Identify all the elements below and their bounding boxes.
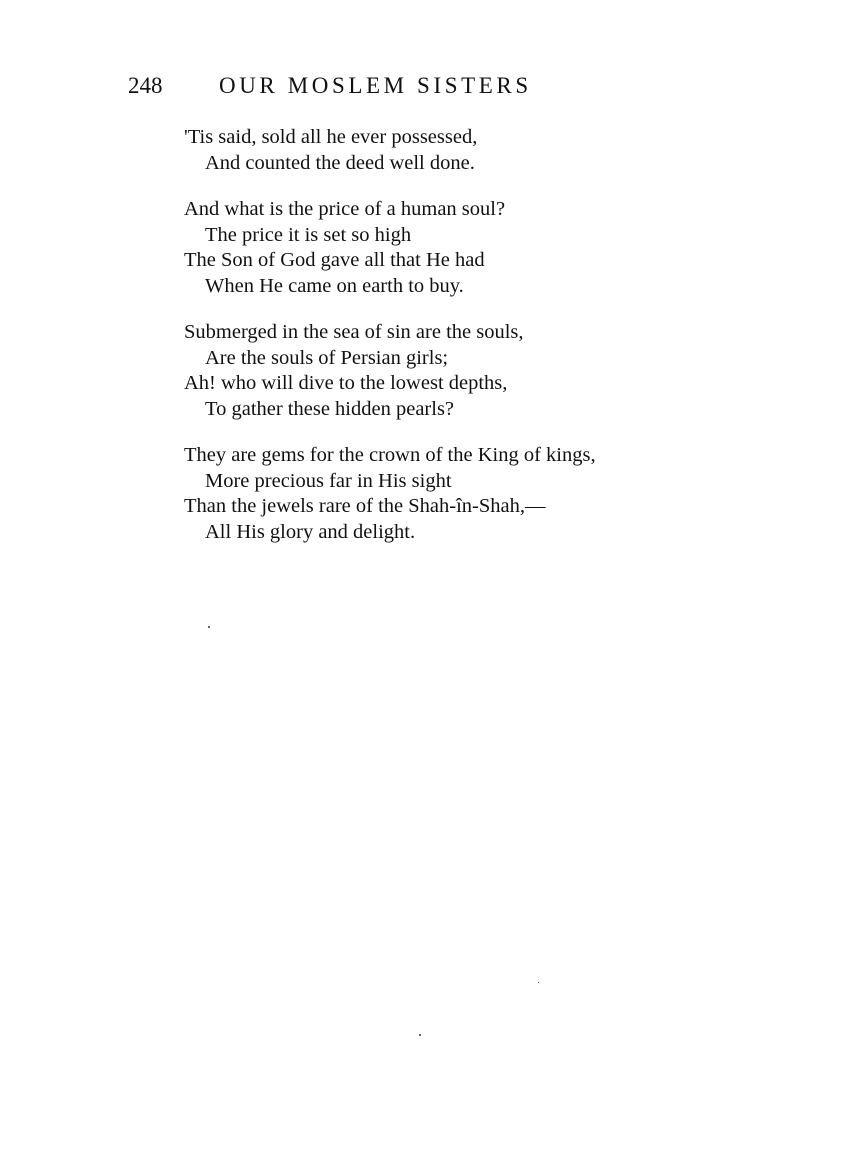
poem	[184, 125, 704, 566]
poem-line: The price it is set so high	[205, 223, 412, 246]
print-speck	[419, 1034, 421, 1036]
poem-line: Submerged in the sea of sin are the souls,	[184, 321, 524, 343]
poem-line: Are the souls of Persian girls;	[205, 346, 449, 369]
stanza-3	[184, 320, 704, 422]
stanza-2	[184, 197, 704, 299]
poem-line: And counted the deed well done.	[205, 151, 475, 174]
print-speck	[208, 626, 210, 628]
poem-line: The Son of God gave all that He had	[184, 249, 485, 271]
poem-line: 'Tis said, sold all he ever possessed,	[184, 126, 478, 148]
poem-line: They are gems for the crown of the King of kings,	[184, 444, 596, 466]
page-number: 248	[128, 73, 163, 98]
running-title: OUR MOSLEM SISTERS	[219, 73, 532, 98]
poem-line: And what is the price of a human soul?	[184, 198, 506, 220]
page-header	[128, 70, 628, 102]
stanza-1	[184, 125, 704, 176]
poem-line: Ah! who will dive to the lowest depths,	[184, 372, 508, 394]
poem-line: To gather these hidden pearls?	[205, 397, 455, 420]
poem-line: Than the jewels rare of the Shah-în-Shah,—	[184, 495, 546, 517]
poem-line: More precious far in His sight	[205, 469, 452, 492]
poem-line: When He came on earth to buy.	[205, 274, 464, 297]
poem-line: All His glory and delight.	[205, 520, 416, 543]
print-speck	[538, 982, 539, 983]
stanza-4	[184, 443, 704, 545]
